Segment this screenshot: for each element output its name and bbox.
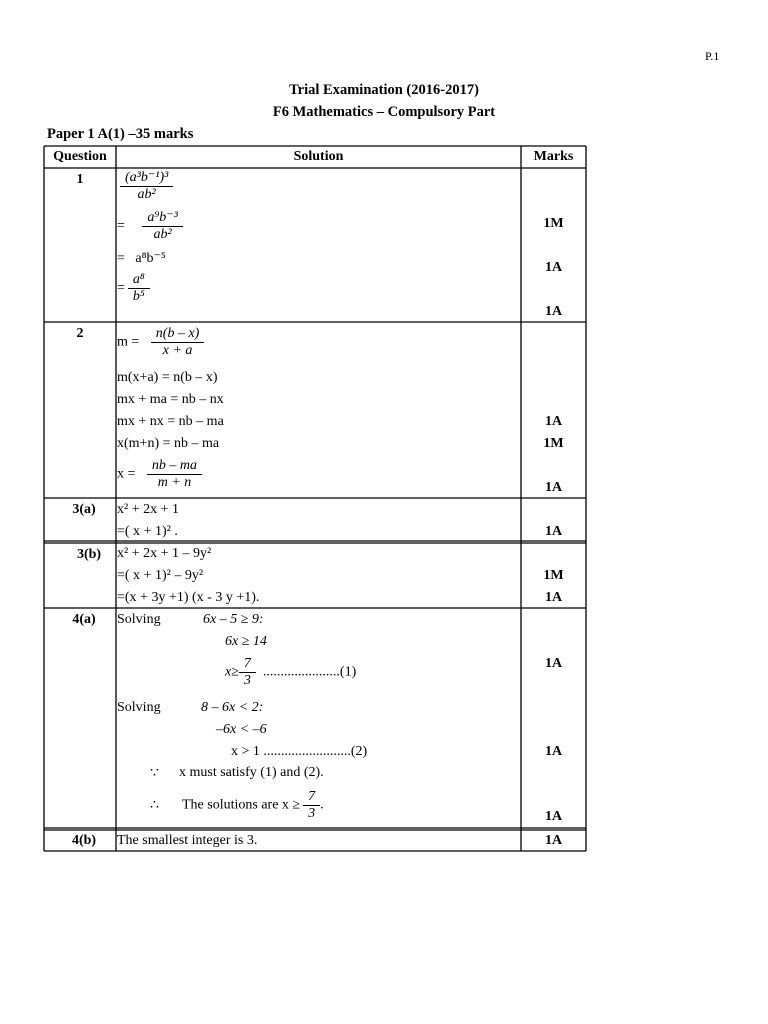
q4a-result-1: x≥ $\frac{7}{3}$ ......................(1) — [225, 656, 357, 688]
q1-fraction-1: $\frac{\text{(a³b⁻¹)³}}{\text{ab²}}$ — [120, 170, 173, 203]
q4a-inequality-2: 8 – 6x < 2: — [201, 700, 264, 715]
q3b-line1: x² + 2x + 1 – 9y² — [117, 546, 212, 561]
q4a-inequality-1b: 6x ≥ 14 — [225, 634, 267, 649]
q4a-conclusion: The solutions are x ≥ $\frac{7}{3}$ . — [182, 789, 324, 821]
q4a-fraction-2: $\frac{7}{3}$ — [303, 789, 320, 822]
because-symbol: ∵ — [150, 766, 159, 781]
col-marks-header: Marks — [533, 149, 574, 164]
q1-line2: = $\frac{\text{a⁹b⁻³}}{\text{ab²}}$ — [117, 210, 186, 243]
q3b-line2: =( x + 1)² – 9y² — [117, 568, 204, 583]
q1-mark-3: 1A — [544, 304, 563, 319]
q3a-line1: x² + 2x + 1 — [117, 502, 179, 517]
q2-fraction-1: $\frac{n(b - x)}{x + a}$ — [151, 326, 205, 359]
exam-subtitle: F6 Mathematics – Compulsory Part — [272, 104, 496, 120]
q4a-inequality-2c: x > 1 .........................(2) — [231, 744, 368, 759]
col-solution-header: Solution — [293, 149, 344, 164]
q4a-inequality-2b: –6x < –6 — [216, 722, 267, 737]
q4a-inequality-1: 6x – 5 ≥ 9: — [203, 612, 264, 627]
q4a-mark-1: 1A — [544, 656, 563, 671]
paper-heading: Paper 1 A(1) –35 marks — [47, 126, 194, 142]
question-2-label: 2 — [76, 326, 84, 341]
q1-fraction-3: $\frac{\text{a⁸}}{\text{b⁵}}$ — [128, 272, 150, 305]
question-3a-label: 3(a) — [72, 502, 96, 517]
q2-line2: m(x+a) = n(b – x) — [117, 370, 218, 385]
q4b-mark-1: 1A — [544, 833, 563, 848]
question-3b-label: 3(b) — [76, 547, 102, 562]
q3b-line3: =(x + 3y +1) (x - 3 y +1). — [117, 590, 260, 605]
q4a-mark-3: 1A — [544, 809, 563, 824]
q2-line1: m = $\frac{n(b - x)}{x + a}$ — [117, 326, 207, 359]
q1-line4: = $\frac{\text{a⁸}}{\text{b⁵}}$ — [117, 272, 153, 305]
col-question-header: Question — [53, 149, 107, 164]
q1-line1 — [117, 170, 176, 203]
q2-line5: x(m+n) = nb – ma — [117, 436, 220, 451]
q4b-line1: The smallest integer is 3. — [117, 833, 258, 848]
q3b-mark-2: 1A — [544, 590, 563, 605]
q4a-mark-2: 1A — [544, 744, 563, 759]
q3b-mark-1: 1M — [543, 568, 564, 583]
q1-mark-1: 1M — [543, 216, 564, 231]
q4a-because-text: x must satisfy (1) and (2). — [179, 765, 324, 780]
q3a-line2: =( x + 1)² . — [117, 524, 178, 539]
q2-line6: x = $\frac{nb - ma}{m + n}$ — [117, 458, 205, 491]
q2-line4: mx + nx = nb – ma — [117, 414, 224, 429]
question-1-label: 1 — [76, 172, 84, 187]
exam-title: Trial Examination (2016-2017) — [289, 82, 479, 98]
q2-mark-2: 1M — [543, 436, 564, 451]
question-4a-label: 4(a) — [72, 612, 96, 627]
q2-mark-1: 1A — [544, 414, 563, 429]
q2-mark-3: 1A — [544, 480, 563, 495]
q2-line3: mx + ma = nb – nx — [117, 392, 224, 407]
page-number: P.1 — [705, 49, 720, 63]
q3a-mark-1: 1A — [544, 524, 563, 539]
q2-fraction-2: $\frac{nb - ma}{m + n}$ — [147, 458, 202, 491]
question-4b-label: 4(b) — [71, 833, 97, 848]
q4a-solving-2: Solving — [117, 700, 161, 715]
q1-line3: = a⁸b⁻⁵ — [117, 251, 166, 266]
q4a-solving-1: Solving — [117, 612, 161, 627]
q1-mark-2: 1A — [544, 260, 563, 275]
therefore-symbol: ∴ — [150, 798, 159, 813]
q1-fraction-2: $\frac{\text{a⁹b⁻³}}{\text{ab²}}$ — [142, 210, 182, 243]
q4a-fraction-1: $\frac{7}{3}$ — [239, 656, 256, 689]
